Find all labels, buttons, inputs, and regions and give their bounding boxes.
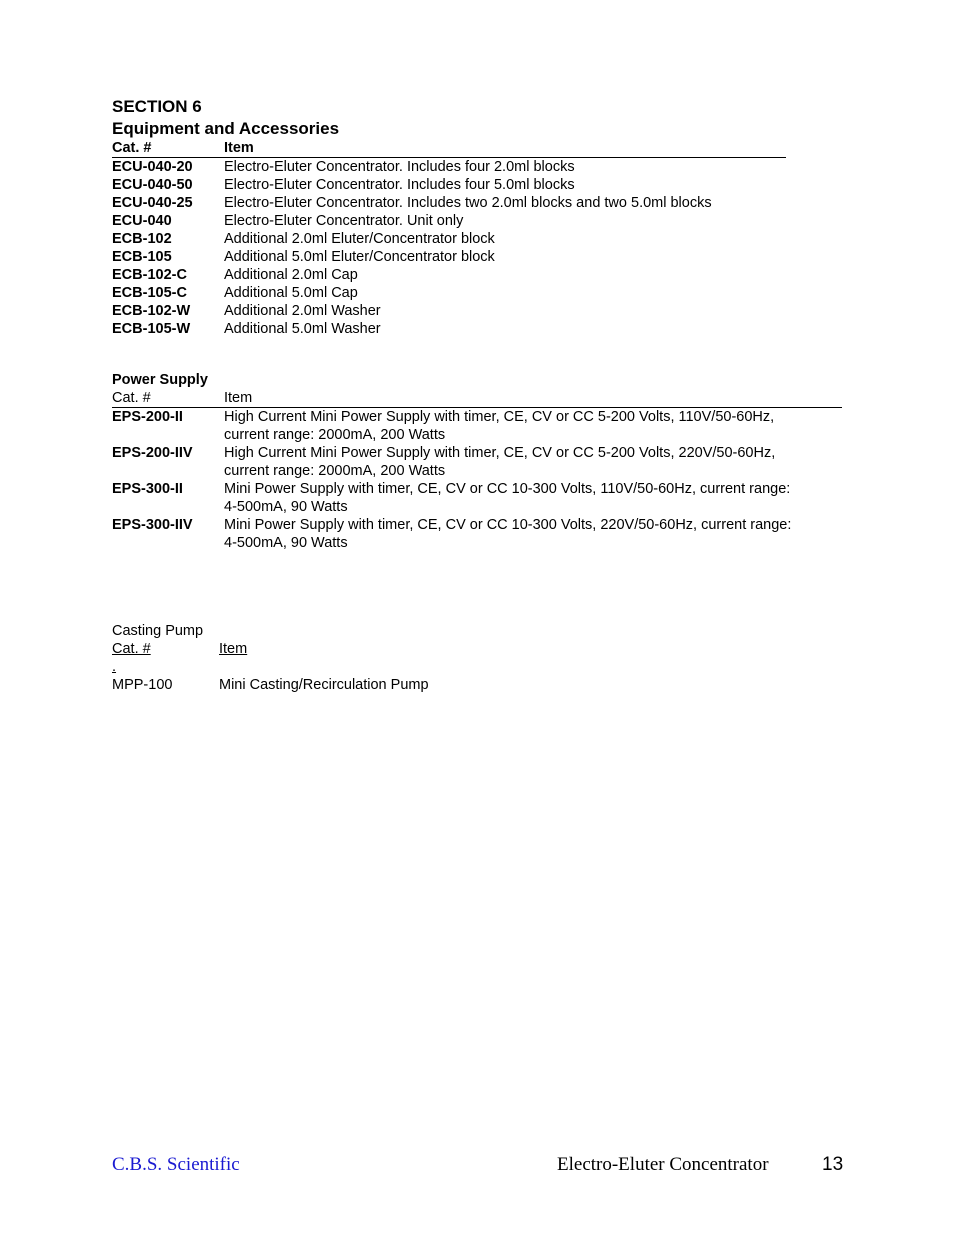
cat-header: Cat. #	[112, 390, 151, 406]
item-description	[224, 480, 842, 516]
item-header: Item	[224, 140, 254, 156]
equipment-table-body	[112, 158, 786, 338]
table-row	[112, 230, 786, 248]
cat-number: ECU-040-25	[112, 195, 193, 211]
item-line: Electro-Eluter Concentrator. Includes four 2.0ml blocks	[224, 159, 575, 175]
table-row	[112, 320, 786, 338]
table-row	[112, 194, 786, 212]
item-line: Additional 2.0ml Eluter/Concentrator block	[224, 231, 495, 247]
item-line: Additional 2.0ml Cap	[224, 267, 358, 283]
power-supply-table-body	[112, 408, 842, 552]
item-line: Electro-Eluter Concentrator. Unit only	[224, 213, 464, 229]
cat-number: ECB-105	[112, 249, 172, 265]
cat-number: ECU-040-50	[112, 177, 193, 193]
header-dot: .	[112, 659, 117, 675]
item-header: Item	[224, 390, 253, 406]
item-description	[224, 194, 786, 212]
table-row	[112, 516, 842, 552]
table-row	[112, 676, 429, 694]
item-line: High Current Mini Power Supply with timer, CE, CV or CC 5-200 Volts, 110V/50-60Hz,	[224, 409, 775, 425]
item-description	[224, 176, 786, 194]
item-description	[224, 302, 786, 320]
casting-pump-table	[112, 640, 429, 694]
item-description	[224, 248, 786, 266]
cat-number: ECU-040-20	[112, 159, 193, 175]
cat-number: EPS-200-II	[112, 409, 183, 425]
table-row	[112, 480, 842, 516]
cat-number: ECB-102-W	[112, 303, 191, 319]
cat-number: ECB-102-C	[112, 267, 187, 283]
cat-number: EPS-200-IIV	[112, 445, 193, 461]
item-line: Additional 5.0ml Washer	[224, 321, 381, 337]
casting-pump-table-header	[112, 640, 429, 658]
casting-pump-table-body	[112, 676, 429, 694]
item-line: Mini Power Supply with timer, CE, CV or CC 10-300 Volts, 110V/50-60Hz, current range:	[224, 481, 791, 497]
item-line: Additional 5.0ml Eluter/Concentrator block	[224, 249, 495, 265]
section-heading	[112, 96, 339, 140]
item-line: High Current Mini Power Supply with timer, CE, CV or CC 5-200 Volts, 220V/50-60Hz,	[224, 445, 776, 461]
item-line: Electro-Eluter Concentrator. Includes two 2.0ml blocks and two 5.0ml blocks	[224, 195, 712, 211]
table-row	[112, 248, 786, 266]
item-description	[224, 230, 786, 248]
item-description	[224, 212, 786, 230]
footer-company: C.B.S. Scientific	[112, 1154, 240, 1175]
item-line: Electro-Eluter Concentrator. Includes four 5.0ml blocks	[224, 177, 575, 193]
equipment-table-header	[112, 139, 786, 158]
table-row	[112, 176, 786, 194]
table-row	[112, 284, 786, 302]
table-row	[112, 212, 786, 230]
item-line: Additional 5.0ml Cap	[224, 285, 358, 301]
cat-number: ECU-040	[112, 213, 172, 229]
table-row	[112, 408, 842, 444]
item-description	[224, 516, 842, 552]
table-row	[112, 158, 786, 176]
item-description	[224, 408, 842, 444]
cat-header: Cat. #	[112, 641, 151, 657]
item-line: 4-500mA, 90 Watts	[224, 499, 348, 515]
item-line: Additional 2.0ml Washer	[224, 303, 381, 319]
footer-product: Electro-Eluter Concentrator	[557, 1154, 769, 1175]
item-line: current range: 2000mA, 200 Watts	[224, 427, 446, 443]
power-supply-table-header	[112, 389, 842, 408]
item-description	[224, 284, 786, 302]
table-row	[112, 302, 786, 320]
section-number: SECTION 6	[112, 97, 202, 116]
section-title: Equipment and Accessories	[112, 119, 340, 138]
power-supply-title: Power Supply	[112, 372, 208, 388]
cat-number: ECB-105-C	[112, 285, 187, 301]
cat-number: EPS-300-II	[112, 481, 183, 497]
table-row	[112, 266, 786, 284]
item-line: 4-500mA, 90 Watts	[224, 535, 348, 551]
casting-pump-title: Casting Pump	[112, 623, 204, 639]
item-line: Mini Casting/Recirculation Pump	[219, 677, 429, 693]
cat-number: ECB-105-W	[112, 321, 191, 337]
cat-number: ECB-102	[112, 231, 172, 247]
item-description	[224, 266, 786, 284]
equipment-table	[112, 139, 786, 338]
cat-number: MPP-100	[112, 677, 173, 693]
page-number: 13	[822, 1154, 844, 1175]
item-header: Item	[219, 641, 248, 657]
item-description	[224, 158, 786, 176]
cat-header: Cat. #	[112, 140, 152, 156]
table-row	[112, 444, 842, 480]
power-supply-table	[112, 389, 842, 552]
cat-number: EPS-300-IIV	[112, 517, 193, 533]
item-line: current range: 2000mA, 200 Watts	[224, 463, 446, 479]
item-description	[224, 320, 786, 338]
item-description	[219, 676, 429, 694]
item-line: Mini Power Supply with timer, CE, CV or CC 10-300 Volts, 220V/50-60Hz, current range:	[224, 517, 792, 533]
item-description	[224, 444, 842, 480]
